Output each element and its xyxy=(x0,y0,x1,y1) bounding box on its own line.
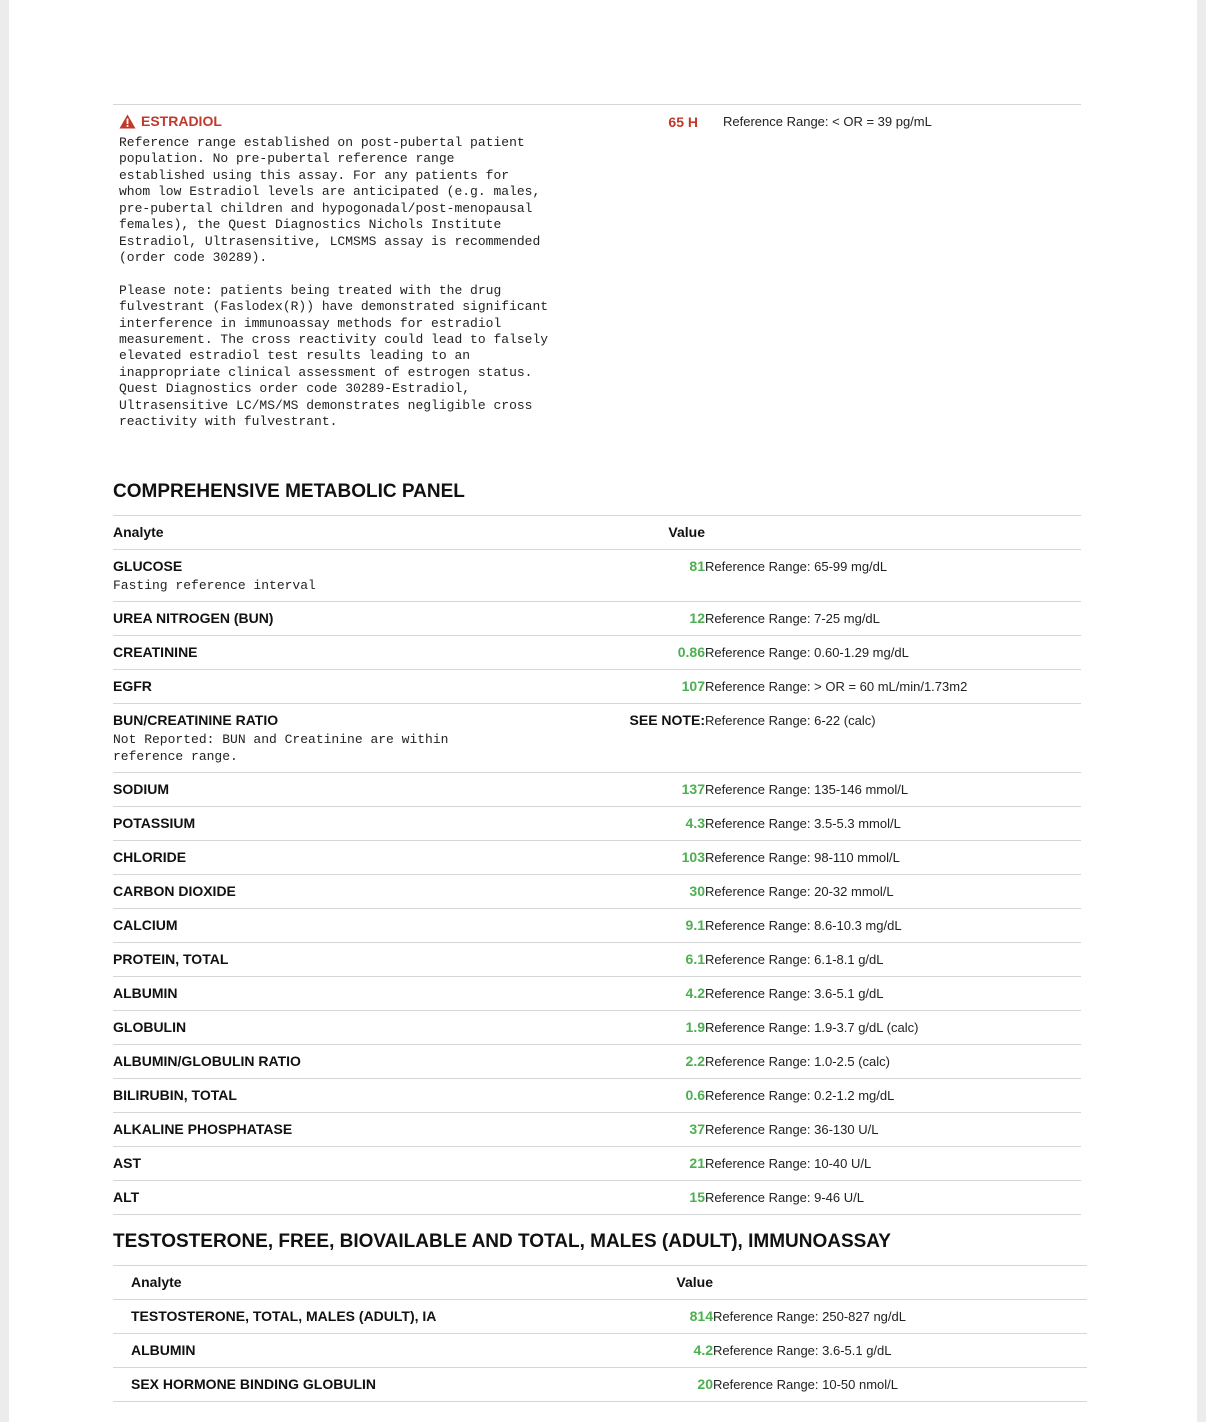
reference-range: Reference Range: 250-827 ng/dL xyxy=(713,1300,1087,1334)
report-page xyxy=(9,0,1197,1422)
analyte-cell xyxy=(113,841,603,875)
analyte-name: CHLORIDE xyxy=(113,849,187,866)
analyte-value-flagged: 65 H xyxy=(668,114,698,130)
reference-range: Reference Range: < OR = 39 pg/mL xyxy=(723,114,932,129)
analyte-cell xyxy=(113,977,603,1011)
estradiol-note-2: Please note: patients being treated with the drug fulvestrant (Faslodex(R)) have demonstrated significant interference in immunoassay methods for estradiol measurement. The cross reactivity could lead to falsely elevated estradiol test results leading to an inappropriate clinical assessment of estrogen status. Quest Diagnostics order code 30289-Estradiol, Ultrasensitive LC/MS/MS demonstrates negligible cross reactivity with fulvestrant. xyxy=(119,282,549,430)
analyte-value: 6.1 xyxy=(603,943,705,977)
table-header-row xyxy=(113,516,1081,550)
column-header-value: Value xyxy=(603,516,705,550)
reference-range: Reference Range: 0.2-1.2 mg/dL xyxy=(705,1079,1081,1113)
reference-range: Reference Range: > OR = 60 mL/min/1.73m2 xyxy=(705,670,1081,704)
analyte-name: POTASSIUM xyxy=(113,815,196,832)
analyte-name: CALCIUM xyxy=(113,917,178,934)
table-row xyxy=(113,807,1081,841)
table-row xyxy=(113,1113,1081,1147)
reference-range: Reference Range: 8.6-10.3 mg/dL xyxy=(705,909,1081,943)
analyte-cell xyxy=(113,1079,603,1113)
warning-icon xyxy=(119,114,136,129)
analyte-value: 81 xyxy=(603,550,705,602)
reference-range: Reference Range: 6.1-8.1 g/dL xyxy=(705,943,1081,977)
column-header-reference xyxy=(705,516,1081,550)
table-row xyxy=(113,1334,1087,1368)
reference-range: Reference Range: 9-46 U/L xyxy=(705,1181,1081,1215)
table-row xyxy=(113,1079,1081,1113)
table-row xyxy=(113,550,1081,602)
reference-range: Reference Range: 0.60-1.29 mg/dL xyxy=(705,636,1081,670)
reference-range: Reference Range: 65-99 mg/dL xyxy=(705,550,1081,602)
table-row xyxy=(113,1011,1081,1045)
reference-range: Reference Range: 20-32 mmol/L xyxy=(705,875,1081,909)
analyte-name: GLUCOSE xyxy=(113,558,183,574)
reference-range: Reference Range: 10-50 nmol/L xyxy=(713,1368,1087,1402)
report-content xyxy=(113,104,1081,1402)
testosterone-results-table xyxy=(113,1265,1087,1402)
analyte-value: 4.3 xyxy=(603,807,705,841)
analyte-cell xyxy=(113,1300,615,1334)
analyte-cell xyxy=(113,909,603,943)
analyte-name: ALBUMIN xyxy=(131,1342,196,1359)
analyte-cell xyxy=(113,1368,615,1402)
table-row xyxy=(113,1368,1087,1402)
reference-range: Reference Range: 3.5-5.3 mmol/L xyxy=(705,807,1081,841)
analyte-cell xyxy=(113,670,603,704)
analyte-name: AST xyxy=(113,1155,141,1172)
analyte-cell xyxy=(113,1045,603,1079)
reference-range: Reference Range: 3.6-5.1 g/dL xyxy=(705,977,1081,1011)
analyte-name: ESTRADIOL xyxy=(141,113,222,129)
analyte-value: 0.6 xyxy=(603,1079,705,1113)
table-header-row xyxy=(113,1266,1087,1300)
reference-range: Reference Range: 10-40 U/L xyxy=(705,1147,1081,1181)
column-header-value: Value xyxy=(615,1266,713,1300)
analyte-name: UREA NITROGEN (BUN) xyxy=(113,610,274,627)
analyte-name: ALKALINE PHOSPHATASE xyxy=(113,1121,293,1138)
analyte-name: CARBON DIOXIDE xyxy=(113,883,236,900)
analyte-cell xyxy=(113,773,603,807)
analyte-cell xyxy=(113,704,603,773)
analyte-value: 107 xyxy=(603,670,705,704)
table-row xyxy=(113,773,1081,807)
reference-range: Reference Range: 7-25 mg/dL xyxy=(705,602,1081,636)
table-row xyxy=(113,909,1081,943)
analyte-cell xyxy=(113,943,603,977)
reference-range: Reference Range: 6-22 (calc) xyxy=(705,704,1081,773)
table-row xyxy=(113,943,1081,977)
analyte-value: 137 xyxy=(603,773,705,807)
analyte-value: 4.2 xyxy=(615,1334,713,1368)
analyte-value: 1.9 xyxy=(603,1011,705,1045)
analyte-cell xyxy=(113,602,603,636)
analyte-cell xyxy=(113,1113,603,1147)
analyte-value: 30 xyxy=(603,875,705,909)
analyte-cell xyxy=(113,1011,603,1045)
analyte-value: 12 xyxy=(603,602,705,636)
analyte-name: TESTOSTERONE, TOTAL, MALES (ADULT), IA xyxy=(131,1308,437,1325)
reference-range: Reference Range: 1.0-2.5 (calc) xyxy=(705,1045,1081,1079)
analyte-value: 814 xyxy=(615,1300,713,1334)
analyte-value: 37 xyxy=(603,1113,705,1147)
analyte-cell xyxy=(113,636,603,670)
reference-range: Reference Range: 135-146 mmol/L xyxy=(705,773,1081,807)
analyte-name: GLOBULIN xyxy=(113,1019,187,1036)
table-row xyxy=(113,602,1081,636)
table-row xyxy=(113,1147,1081,1181)
analyte-note: Fasting reference interval xyxy=(113,578,316,593)
reference-range: Reference Range: 98-110 mmol/L xyxy=(705,841,1081,875)
analyte-cell xyxy=(113,1334,615,1368)
analyte-name: BILIRUBIN, TOTAL xyxy=(113,1087,237,1104)
analyte-name: ALBUMIN xyxy=(113,985,178,1002)
analyte-name: PROTEIN, TOTAL xyxy=(113,951,229,968)
analyte-name: ALT xyxy=(113,1189,140,1206)
table-row xyxy=(113,1181,1081,1215)
analyte-name: ALBUMIN/GLOBULIN RATIO xyxy=(113,1053,301,1070)
analyte-value: SEE NOTE: xyxy=(603,704,705,773)
analyte-value: 15 xyxy=(603,1181,705,1215)
analyte-name: SEX HORMONE BINDING GLOBULIN xyxy=(131,1376,377,1393)
analyte-cell xyxy=(113,1147,603,1181)
analyte-cell xyxy=(113,550,603,602)
analyte-value: 4.2 xyxy=(603,977,705,1011)
analyte-name: SODIUM xyxy=(113,781,169,798)
table-row xyxy=(113,841,1081,875)
column-header-analyte: Analyte xyxy=(113,516,603,550)
estradiol-result xyxy=(113,104,1081,463)
reference-range: Reference Range: 1.9-3.7 g/dL (calc) xyxy=(705,1011,1081,1045)
analyte-cell xyxy=(113,1181,603,1215)
reference-range: Reference Range: 3.6-5.1 g/dL xyxy=(713,1334,1087,1368)
table-row xyxy=(113,875,1081,909)
analyte-note: Not Reported: BUN and Creatinine are within reference range. xyxy=(113,732,449,764)
analyte-value: 2.2 xyxy=(603,1045,705,1079)
analyte-name: BUN/CREATININE RATIO xyxy=(113,712,279,729)
analyte-name: EGFR xyxy=(113,678,152,695)
reference-range: Reference Range: 36-130 U/L xyxy=(705,1113,1081,1147)
table-row xyxy=(113,1300,1087,1334)
table-row xyxy=(113,670,1081,704)
analyte-value: 0.86 xyxy=(603,636,705,670)
estradiol-note-1: Reference range established on post-pubertal patient population. No pre-pubertal reference range established using this assay. For any patients for whom low Estradiol levels are anticipated (e.g. males, pre-pubertal children and hypogonadal/post-menopausal females), the Quest Diagnostics Nichols Institute Estradiol, Ultrasensitive, LCMSMS assay is recommended (order code 30289). xyxy=(119,135,541,266)
table-row xyxy=(113,704,1081,773)
table-row xyxy=(113,1045,1081,1079)
section-title-cmp: COMPREHENSIVE METABOLIC PANEL xyxy=(113,481,465,502)
analyte-value: 103 xyxy=(603,841,705,875)
analyte-value: 20 xyxy=(615,1368,713,1402)
table-row xyxy=(113,636,1081,670)
analyte-value: 21 xyxy=(603,1147,705,1181)
column-header-analyte: Analyte xyxy=(113,1266,615,1300)
analyte-name: CREATININE xyxy=(113,644,198,661)
cmp-results-table xyxy=(113,515,1081,1215)
analyte-cell xyxy=(113,875,603,909)
column-header-reference xyxy=(713,1266,1087,1300)
analyte-cell xyxy=(113,807,603,841)
analyte-value: 9.1 xyxy=(603,909,705,943)
section-title-testosterone: TESTOSTERONE, FREE, BIOVAILABLE AND TOTAL, MALES (ADULT), IMMUNOASSAY xyxy=(113,1231,891,1253)
table-row xyxy=(113,977,1081,1011)
